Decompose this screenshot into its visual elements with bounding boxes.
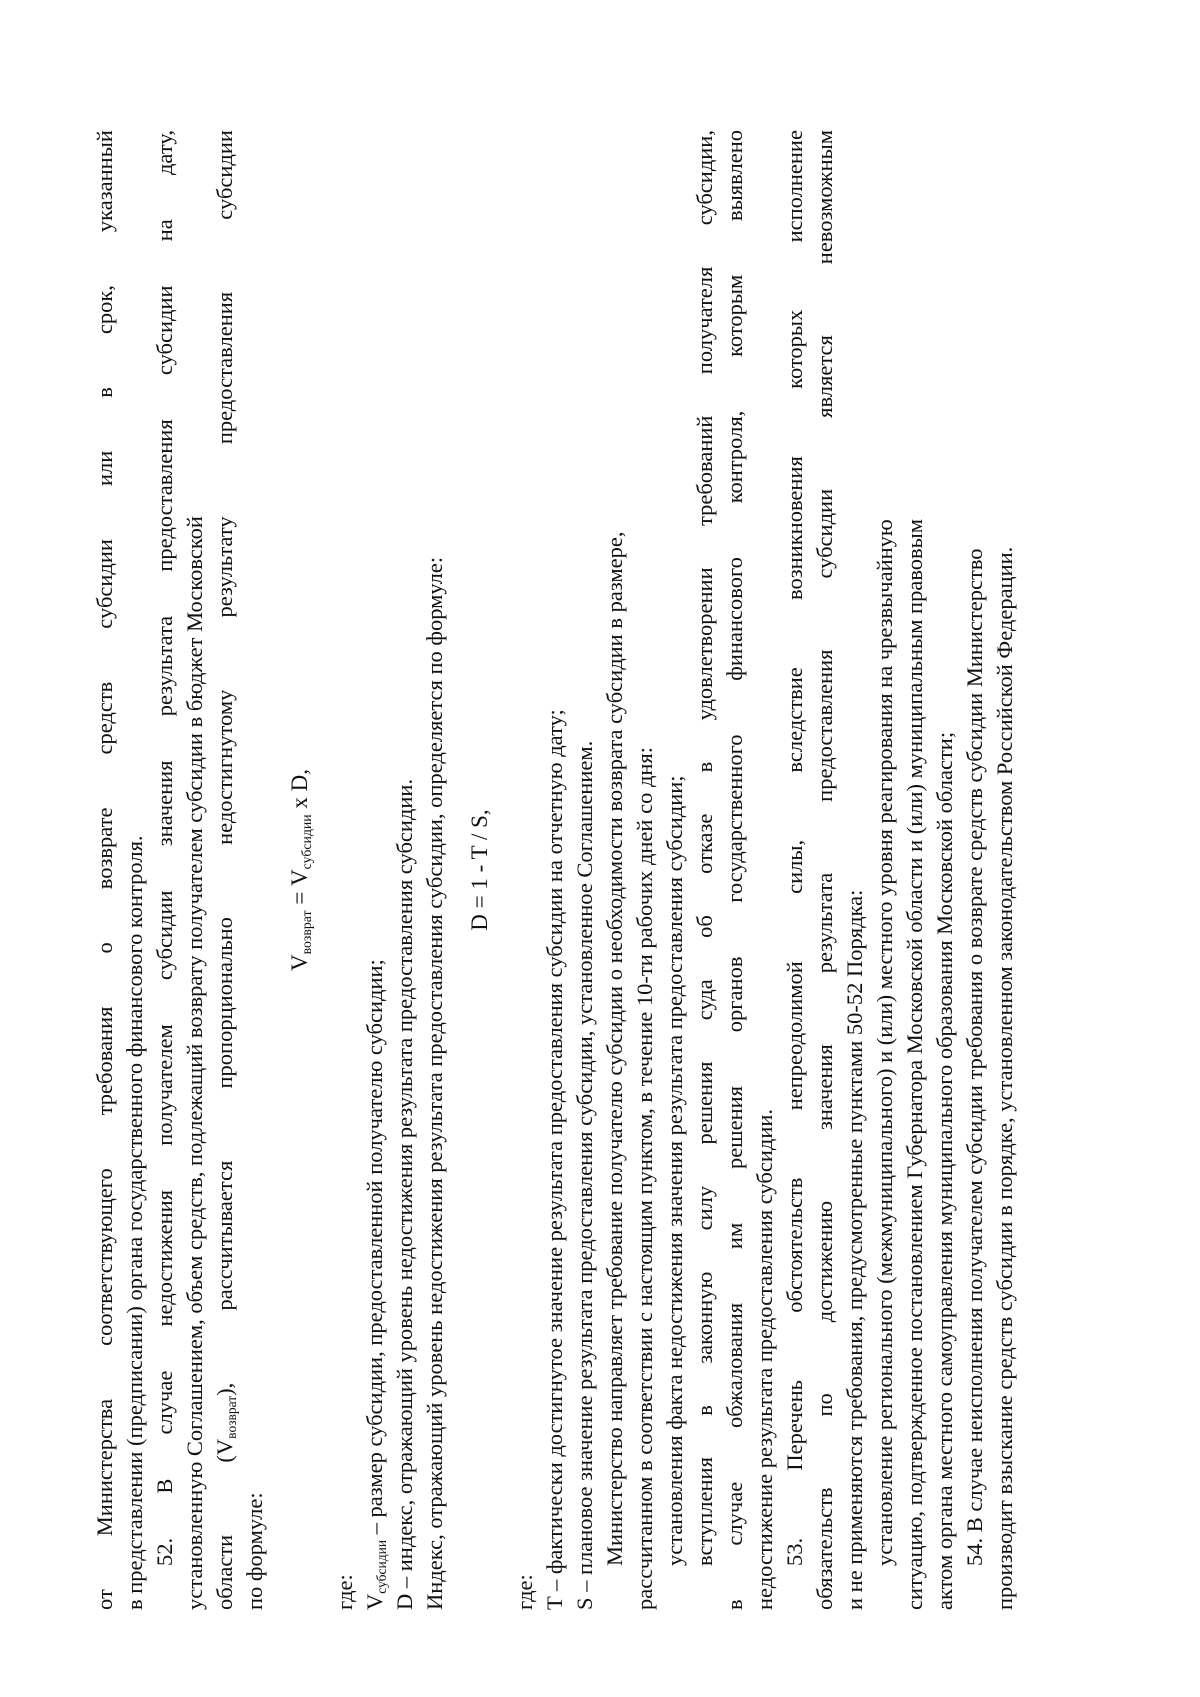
word: вступления (692, 1457, 717, 1566)
word: выявлено (722, 130, 747, 221)
para-53-line-3: и не применяются требования, предусмотренные пунктами 50-52 Порядка: (842, 889, 867, 1610)
requirement-line-3: установления факта недостижения значения результата предоставления субсидии; (662, 775, 687, 1566)
word: значения (812, 1044, 837, 1130)
word: получателя (692, 266, 717, 375)
v-subsidy-sub: субсидии (374, 1539, 389, 1594)
index-definition: Индекс, отражающий уровень недостижения результата предоставления субсидии, определяется по формуле: (422, 556, 447, 1610)
word: случае (152, 1370, 177, 1435)
word: является (812, 335, 837, 418)
where-label-2: где: (512, 1574, 537, 1610)
word: пропорционально (212, 917, 237, 1089)
word: финансового (722, 557, 747, 681)
word: суда (692, 979, 717, 1021)
word: результату (212, 516, 237, 618)
requirement-line-5 (720, 130, 750, 1610)
para-52-line-1 (150, 130, 180, 1610)
word: в (722, 1599, 747, 1610)
para-continue-line-2: в представлении (предписании) органа государственного финансового контроля. (122, 835, 147, 1610)
where-2-item-2: S – плановое значение результата предоставления субсидии, установленное Соглашением. (572, 740, 597, 1610)
word: удовлетворении (692, 567, 717, 721)
word: решения (692, 1061, 717, 1145)
word: случае (722, 1481, 747, 1546)
word: указанный (92, 130, 117, 233)
word: в (692, 1405, 717, 1416)
word: требования (92, 1006, 117, 1116)
word: Министерства (92, 1398, 117, 1537)
word: предоставления (152, 419, 177, 572)
requirement-line-1: Министерство направляет требование получателю субсидии о необходимости возврата субсидии в размере, (602, 531, 627, 1566)
para-53-line-6: актом органа местного самоуправления муниципального образования Московской области; (932, 731, 957, 1610)
word: которых (782, 309, 807, 389)
word: недостижения (152, 1189, 177, 1327)
word: В (152, 1478, 177, 1494)
word: 52. (152, 1537, 177, 1566)
word: предоставления (812, 649, 837, 802)
word: государственного (722, 734, 747, 903)
word: недостигнутому (212, 689, 237, 845)
para-53-line-1 (780, 130, 810, 1610)
word: органов (722, 956, 747, 1033)
formula-rhs-sub: субсидии (299, 814, 314, 870)
word: дату, (152, 130, 177, 176)
where-label-1: где: (332, 1574, 357, 1610)
word: которым (722, 274, 747, 357)
word: значения (152, 760, 177, 847)
v-subsidy-symbol: V (362, 1593, 387, 1610)
word: обстоятельств (782, 1177, 807, 1313)
formula-d-index: D = 1 - T / S, (467, 809, 492, 931)
word: силы, (782, 839, 807, 894)
para-52-line-2: установленную Соглашением, объем средств, подлежащий возврату получателем субсидии в бюджет Московской (182, 516, 207, 1610)
word: законную (692, 1271, 717, 1364)
word: требований (692, 415, 717, 527)
formula-lhs-sub: возврат (299, 910, 314, 955)
para-53-line-2 (810, 130, 840, 1610)
word: непреодолимой (782, 961, 807, 1111)
para-53-line-5: ситуацию, подтвержденное постановлением Губернатора Московской области и (или) муниципальным правовым (902, 518, 927, 1610)
word: рассчитывается (212, 1160, 237, 1311)
word: субсидии, (692, 130, 717, 226)
word: возникновения (782, 456, 807, 600)
word: соответствующего (92, 1168, 117, 1346)
word: исполнение (782, 130, 807, 243)
word: вследствие (782, 667, 807, 773)
word: в (92, 387, 117, 398)
requirement-line-4 (690, 130, 720, 1610)
formula-eq: = V (287, 869, 312, 911)
word: от (92, 1589, 117, 1610)
word: об (692, 915, 717, 938)
word: результата (152, 615, 177, 717)
word: им (722, 1222, 747, 1250)
formula-lhs: V (287, 954, 312, 972)
para-52-line-4: по формуле: (242, 1492, 267, 1610)
word: срок, (92, 285, 117, 335)
where-2-item-1: T – фактически достигнутое значение результата предоставления субсидии на отчетную дату; (542, 709, 567, 1610)
word: субсидии (212, 130, 237, 220)
formula-tail: x D, (287, 768, 312, 815)
word: субсидии (152, 285, 177, 376)
word: в (692, 761, 717, 773)
word: субсидии (152, 890, 177, 981)
word: или (92, 450, 117, 487)
rotated-document-page (90, 100, 1080, 1610)
formula-v-return (285, 130, 322, 1610)
word: получателем (152, 1024, 177, 1146)
requirement-line-2: рассчитанном в соответствии с настоящим пунктом, в течение 10-ти рабочих дней со дня: (632, 746, 657, 1610)
para-continue-line-1 (90, 130, 120, 1610)
word: о (92, 942, 117, 954)
word: результата (812, 872, 837, 974)
word: невозможным (812, 130, 837, 265)
word: субсидии (92, 539, 117, 629)
word: отказе (692, 813, 717, 874)
word: обжалования (722, 1302, 747, 1428)
v-symbol: (V (212, 1438, 237, 1463)
para-54-line-2: производит взыскание средств субсидии в порядке, установленном законодательством Российской Федерации. (992, 546, 1017, 1610)
word: 53. (782, 1537, 807, 1566)
word: субсидии (812, 488, 837, 579)
word: достижению (812, 1200, 837, 1323)
word: силу (692, 1185, 717, 1231)
word: на (152, 219, 177, 242)
word: обязательств (812, 1487, 837, 1610)
word: контроля, (722, 410, 747, 504)
word: Перечень (782, 1380, 807, 1471)
v-subsidy-desc: – размер субсидии, предоставленной получателю субсидии; (362, 959, 387, 1540)
word: средств (92, 681, 117, 755)
word: предоставления (212, 291, 237, 445)
para-53-line-4: установление регионального (межмуниципального) и (или) местного уровня реагирования на чрезвычайную (872, 519, 897, 1566)
word: области (212, 1534, 237, 1610)
where-1-item-2: D – индекс, отражающий уровень недостижения результата предоставления субсидии. (392, 778, 417, 1610)
requirement-line-6: недостижение результата предоставления субсидии. (752, 1108, 777, 1610)
para-54-line-1: 54. В случае неисполнения получателем субсидии требования о возврате средств субсидии Министерство (962, 548, 987, 1566)
word: возврате (92, 807, 117, 890)
word: решения (722, 1086, 747, 1169)
word: по (812, 1393, 837, 1417)
v-close: ), (212, 1382, 237, 1396)
v-subscript: возврат (224, 1395, 239, 1439)
